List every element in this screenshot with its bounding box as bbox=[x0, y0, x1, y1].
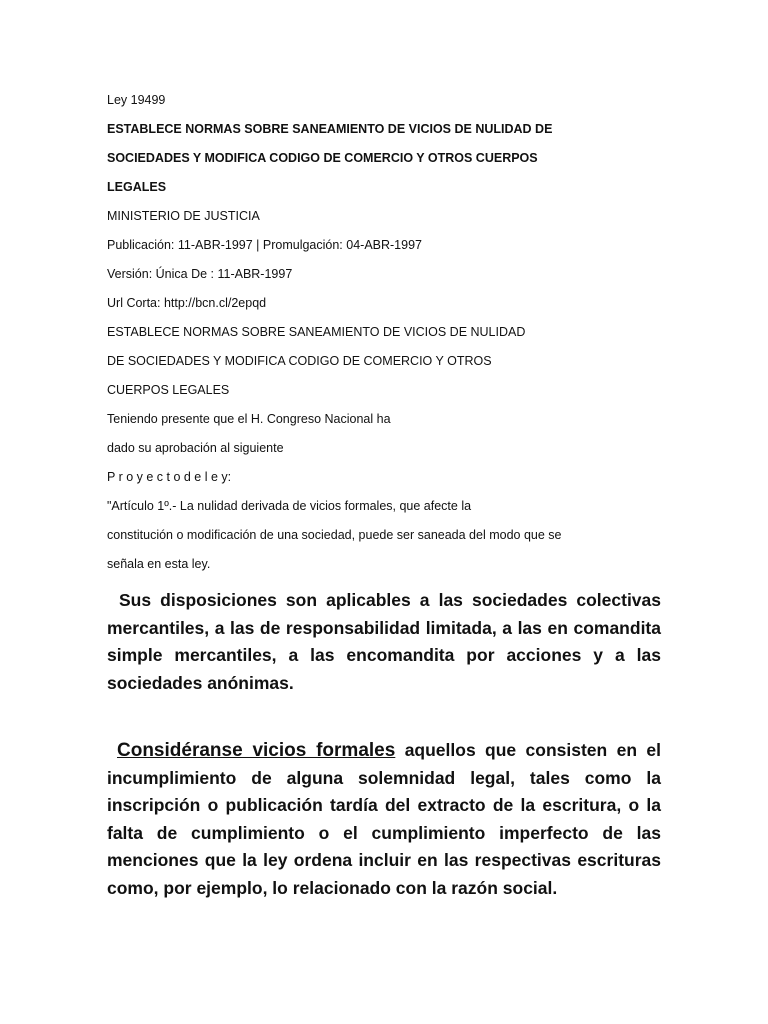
ministry: MINISTERIO DE JUSTICIA bbox=[107, 209, 260, 223]
version-info: Versión: Única De : 11-ABR-1997 bbox=[107, 267, 293, 281]
defined-term: Considéranse vicios formales bbox=[117, 740, 396, 761]
publication-info: Publicación: 11-ABR-1997 | Promulgación: 04-ABR-1997 bbox=[107, 238, 422, 252]
title-line-2: SOCIEDADES Y MODIFICA CODIGO DE COMERCIO Y OTROS CUERPOS bbox=[107, 151, 538, 165]
law-number: Ley 19499 bbox=[107, 93, 166, 107]
article-line-3: señala en esta ley. bbox=[107, 557, 211, 571]
title-repeat-line-1: ESTABLECE NORMAS SOBRE SANEAMIENTO DE VICIOS DE NULIDAD bbox=[107, 325, 526, 339]
proyecto-heading: P r o y e c t o d e l e y: bbox=[107, 470, 232, 484]
article-line-2: constitución o modificación de una sociedad, puede ser saneada del modo que se bbox=[107, 528, 562, 542]
title-repeat-line-2: DE SOCIEDADES Y MODIFICA CODIGO DE COMERCIO Y OTROS bbox=[107, 354, 492, 368]
short-url: Url Corta: http://bcn.cl/2epqd bbox=[107, 296, 267, 310]
title-line-1: ESTABLECE NORMAS SOBRE SANEAMIENTO DE VICIOS DE NULIDAD DE bbox=[107, 122, 553, 136]
paragraph-applicability: Sus disposiciones son aplicables a las sociedades colectivas mercantiles, a las de responsabilidad limitada, a las en comandita simple mercantiles, a las encomandita por acciones y a las sociedades anónimas. bbox=[107, 590, 661, 693]
preamble-line-1: Teniendo presente que el H. Congreso Nacional ha bbox=[107, 412, 391, 426]
paragraph-formal-vices bbox=[107, 737, 661, 902]
paragraph-formal-vices-text: aquellos que consisten en el incumplimiento de alguna solemnidad legal, tales como la inscripción o publicación tardía del extracto de la escritura, o la falta de cumplimiento o el cumplimiento imperfecto de las menciones que la ley ordena incluir en las respectivas escrituras como, por ejemplo, lo relacionado con la razón social. bbox=[107, 740, 661, 898]
title-line-3: LEGALES bbox=[107, 180, 167, 194]
preamble-line-2: dado su aprobación al siguiente bbox=[107, 441, 284, 455]
article-line-1: "Artículo 1º.- La nulidad derivada de vicios formales, que afecte la bbox=[107, 499, 472, 513]
title-repeat-line-3: CUERPOS LEGALES bbox=[107, 383, 230, 397]
